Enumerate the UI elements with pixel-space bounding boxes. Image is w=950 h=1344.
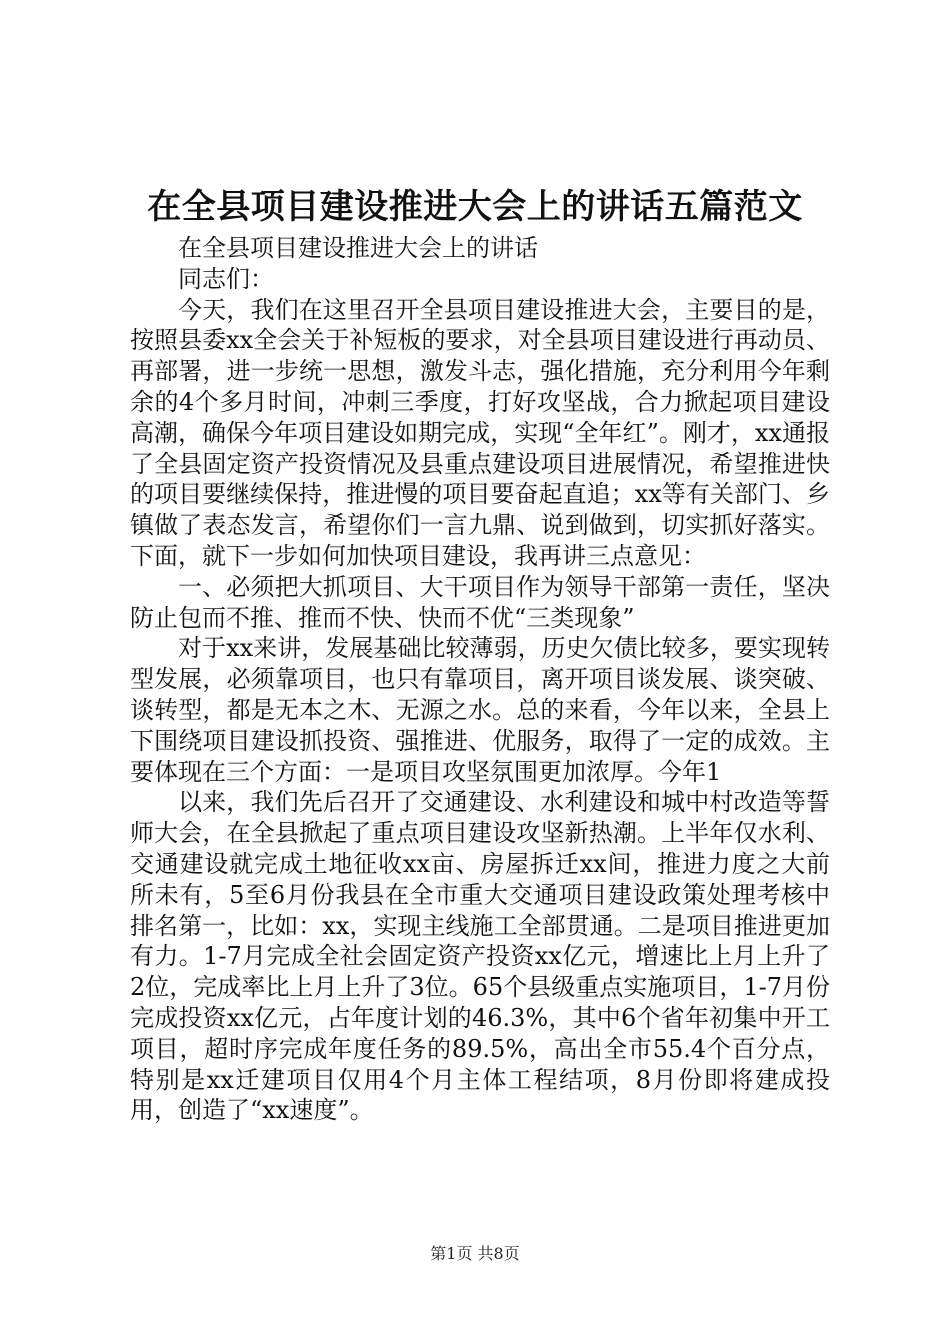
body-paragraph: 今天，我们在这里召开全县项目建设推进大会，主要目的是，按照县委xx全会关于补短板的要求，对全县项目建设进行再动员、再部署，进一步统一思想，激发斗志，强化措施，充分利用今年剩余的4个多月时间，冲刺三季度，打好攻坚战，合力掀起项目建设高潮，确保今年项目建设如期完成，实现“全年红”。刚才，xx通报了全县固定资产投资情况及县重点建设项目进展情况，希望推进快的项目要继续保持，推进慢的项目要奋起直追；xx等有关部门、乡镇做了表态发言，希望你们一言九鼎、说到做到，切实抓好落实。下面，就下一步如何加快项目建设，我再讲三点意见：	[130, 295, 830, 570]
salutation-paragraph: 同志们：	[178, 264, 274, 293]
body-paragraph: 以来，我们先后召开了交通建设、水利建设和城中村改造等誓师大会，在全县掀起了重点项目建设攻坚新热潮。上半年仅水利、交通建设就完成土地征收xx亩、房屋拆迁xx间，推进力度之大前所未有，5至6月份我县在全市重大交通项目建设政策处理考核中排名第一，比如：xx，实现主线施工全部贯通。二是项目推进更加有力。1-7月完成全社会固定资产投资xx亿元，增速比上月上升了2位，完成率比上月上升了3位。65个县级重点实施项目，1-7月份完成投资xx亿元，占年度计划的46.3%，其中6个省年初集中开工项目，超时序完成年度任务的89.5%，高出全市55.4个百分点，特别是xx迁建项目仅用4个月主体工程结项，8月份即将建成投用，创造了“xx速度”。	[130, 788, 830, 1125]
body-paragraph: 对于xx来讲，发展基础比较薄弱，历史欠债比较多，要实现转型发展，必须靠项目，也只有靠项目，离开项目谈发展、谈突破、谈转型，都是无本之木、无源之水。总的来看，今年以来，全县上下围绕项目建设抓投资、强推进、优服务，取得了一定的成效。主要体现在三个方面：一是项目攻坚氛围更加浓厚。今年1	[130, 634, 830, 786]
subtitle-paragraph: 在全县项目建设推进大会上的讲话	[178, 234, 538, 262]
section-heading-paragraph: 一、必须把大抓项目、大干项目作为领导干部第一责任，坚决防止包而不推、推而不快、快而不优“三类现象”	[130, 572, 830, 632]
page-footer: 第1页 共8页	[430, 1244, 520, 1263]
document-body	[130, 233, 830, 1126]
document-title: 在全县项目建设推进大会上的讲话五篇范文	[147, 187, 803, 227]
